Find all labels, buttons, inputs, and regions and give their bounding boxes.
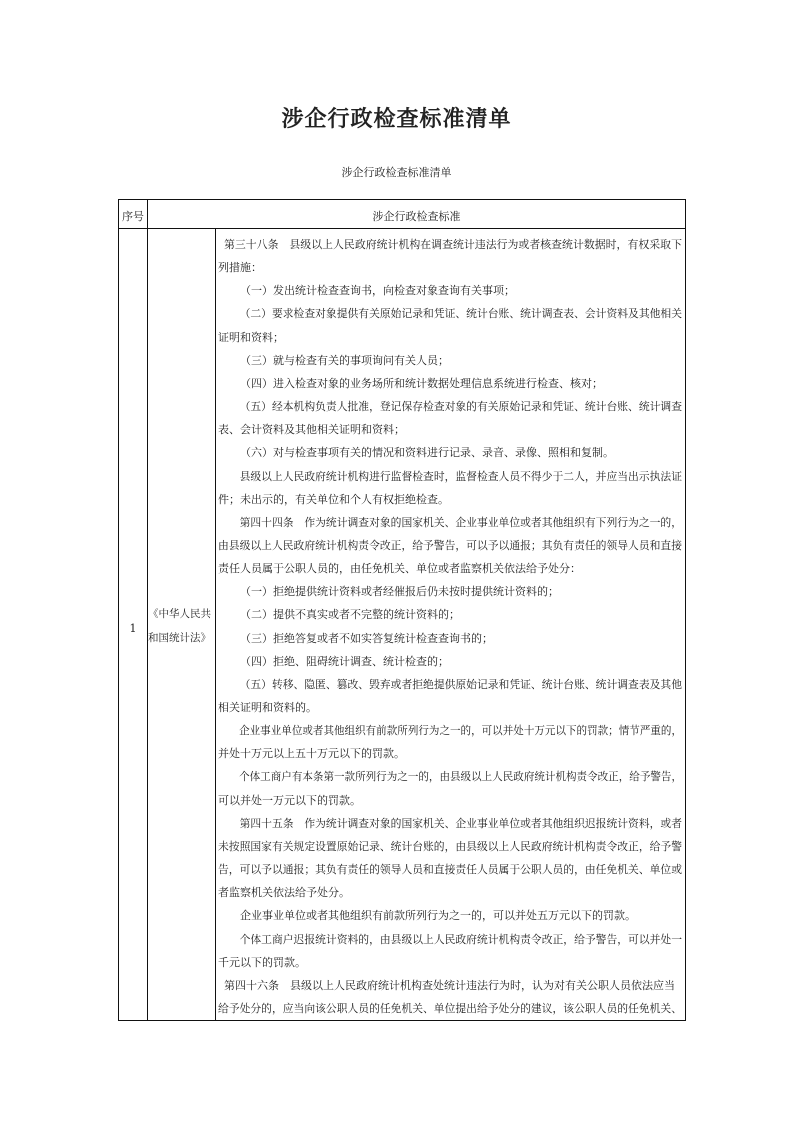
content-line: 证明和资料； <box>218 330 284 344</box>
row-index: 1 <box>129 622 137 635</box>
content-line: 告，可以予以通报；其负有责任的领导人员和直接责任人员属于公职人员的，由任免机关、单位或 <box>218 863 682 877</box>
content-line: （二）提供不真实或者不完整的统计资料的； <box>240 608 460 622</box>
law-name-line2: 和国统计法》 <box>148 632 211 644</box>
content-line: 企业事业单位或者其他组织有前款所列行为之一的，可以并处十万元以下的罚款；情节严重的， <box>239 724 682 738</box>
content-line: （三）就与检查有关的事项询问有关人员； <box>240 353 449 367</box>
content-line: 个体工商户有本条第一款所列行为之一的，由县级以上人民政府统计机构责令改正，给予警告， <box>239 770 682 784</box>
content-line: 给予处分的，应当向该公职人员的任免机关、单位提出给予处分的建议，该公职人员的任免机关、 <box>218 1001 682 1015</box>
column-divider <box>215 229 216 1020</box>
content-line: 件；未出示的，有关单位和个人有权拒绝检查。 <box>218 492 449 506</box>
content-line: （五）经本机构负责人批准，登记保存检查对象的有关原始记录和凭证、统计台账、统计调查 <box>239 400 682 414</box>
content-line: 并处十万元以上五十万元以下的罚款。 <box>218 747 405 761</box>
content-line: 千元以下的罚款。 <box>218 955 306 969</box>
content-line: （四）拒绝、阻碍统计调查、统计检查的； <box>240 654 449 668</box>
content-line: （六）对与检查事项有关的情况和资料进行记录、录音、录像、照相和复制。 <box>240 446 614 460</box>
content-line: 未按照国家有关规定设置原始记录、统计台账的，由县级以上人民政府统计机构责令改正，给予警 <box>218 839 682 853</box>
standard-content <box>218 200 682 1020</box>
standards-table <box>118 199 686 1021</box>
document-subtitle: 涉企行政检查标准清单 <box>341 166 452 179</box>
content-line: 表、会计资料及其他相关证明和资料； <box>218 423 405 437</box>
document-title: 涉企行政检查标准清单 <box>281 106 512 132</box>
content-line: （五）转移、隐匿、篡改、毁弃或者拒绝提供原始记录和凭证、统计台账、统计调查表及其他 <box>239 677 682 691</box>
content-line: （一）拒绝提供统计资料或者经催报后仍未按时提供统计资料的； <box>240 585 559 599</box>
content-line: （四）进入检查对象的业务场所和统计数据处理信息系统进行检查、核对； <box>240 376 603 390</box>
content-line: 第四十五条 作为统计调查对象的国家机关、企业事业单位或者其他组织迟报统计资料，或者 <box>239 816 682 830</box>
header-index: 序号 <box>122 210 144 223</box>
law-name-line1: 《中华人民共 <box>148 608 211 620</box>
content-line: （二）要求检查对象提供有关原始记录和凭证、统计台账、统计调查表、会计资料及其他相关 <box>239 307 682 321</box>
content-line: 企业事业单位或者其他组织有前款所列行为之一的，可以并处五万元以下的罚款。 <box>240 909 636 923</box>
content-line: 可以并处一万元以下的罚款。 <box>218 793 361 807</box>
content-line: 个体工商户迟报统计资料的，由县级以上人民政府统计机构责令改正，给予警告，可以并处一 <box>239 932 682 946</box>
content-line: 由县级以上人民政府统计机构责令改正，给予警告，可以予以通报；其负有责任的领导人员和直接 <box>218 538 682 552</box>
content-line: 第四十四条 作为统计调查对象的国家机关、企业事业单位或者其他组织有下列行为之一的， <box>239 515 682 529</box>
content-line: 相关证明和资料的。 <box>218 701 317 714</box>
content-line: 责任人员属于公职人员的，由任免机关、单位或者监察机关依法给予处分： <box>218 562 581 576</box>
content-line: 县级以上人民政府统计机构进行监督检查时，监督检查人员不得少于二人，并应当出示执法证 <box>239 469 682 483</box>
content-line: （三）拒绝答复或者不如实答复统计检查查询书的； <box>240 631 493 645</box>
content-line: 列措施： <box>218 261 262 275</box>
content-line: 者监察机关依法给予处分。 <box>218 886 350 900</box>
header-standard: 涉企行政检查标准 <box>372 210 461 223</box>
content-line: （一）发出统计检查查询书，向检查对象查询有关事项； <box>240 284 515 298</box>
content-line: 第四十六条 县级以上人民政府统计机构查处统计违法行为时，认为对有关公职人员依法应当 <box>224 978 675 992</box>
content-line: 第三十八条 县级以上人民政府统计机构在调查统计违法行为或者核查统计数据时，有权采取下 <box>223 238 682 251</box>
